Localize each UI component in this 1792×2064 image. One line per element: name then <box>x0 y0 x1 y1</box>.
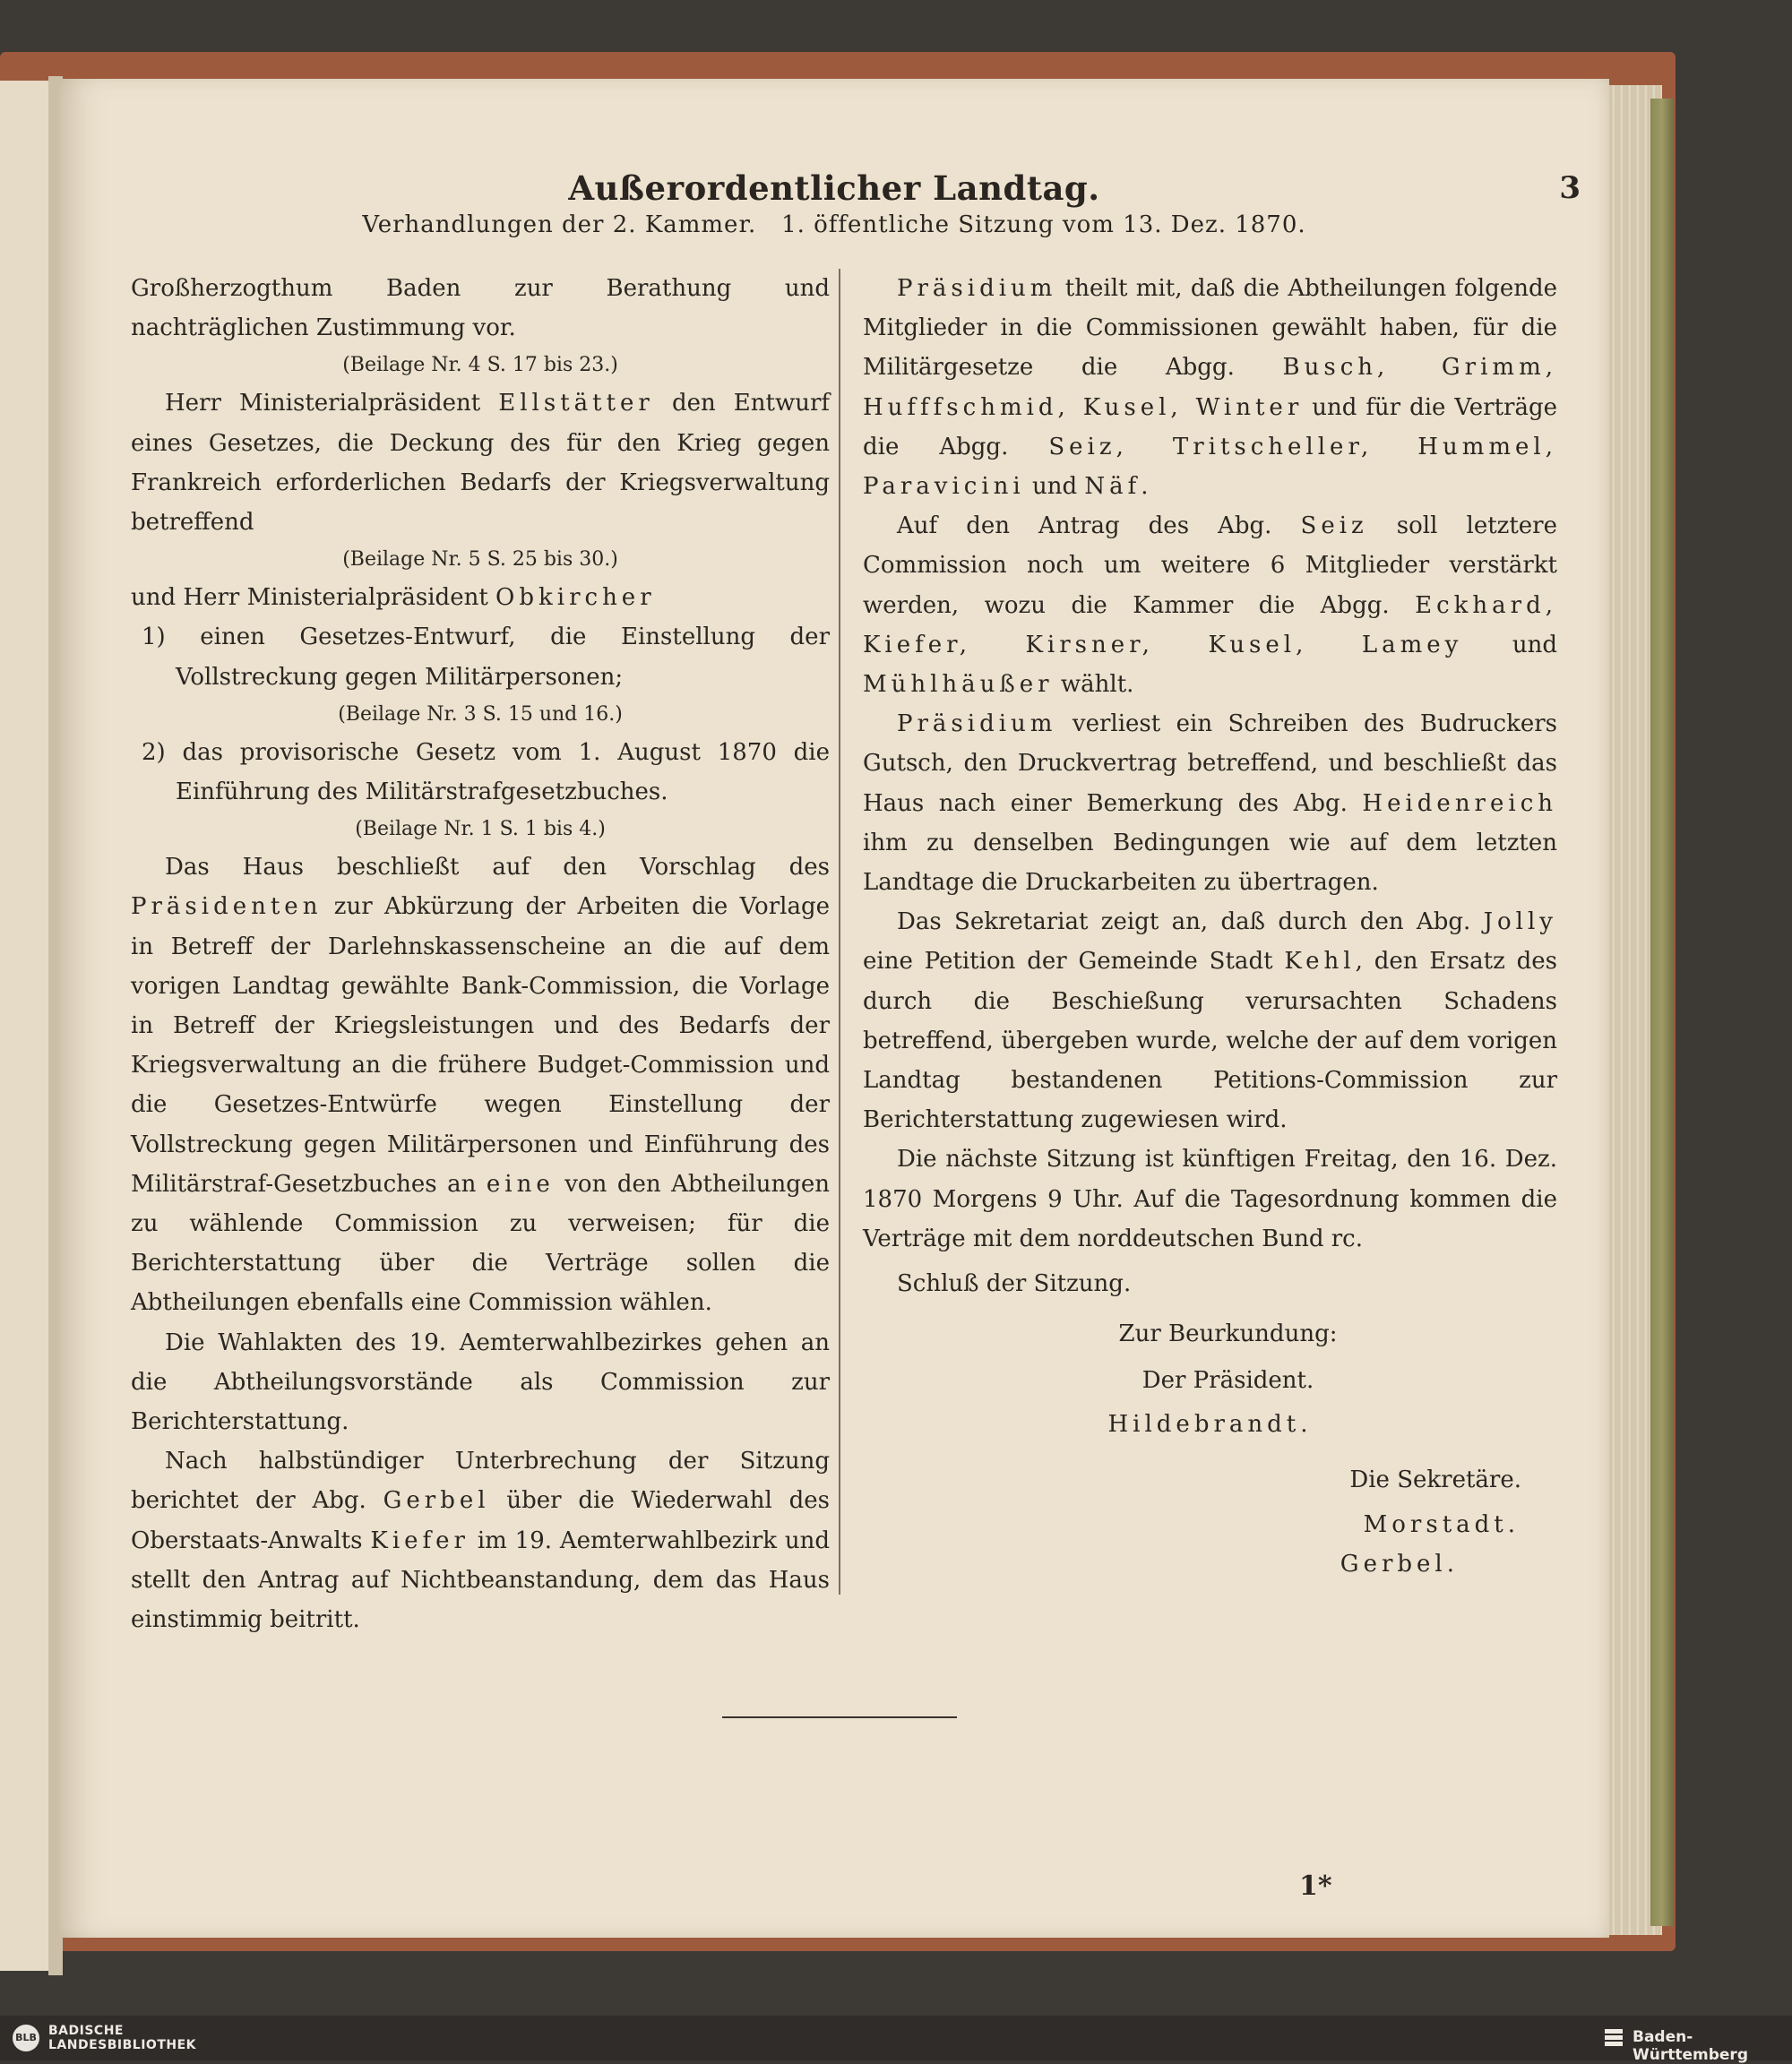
text: von den Abtheilungen zu wählende Commission zu verweisen; für die Berichterstattung über die Verträge sollen die Abtheilungen ebenfalls eine Commission wählen. <box>131 1170 830 1317</box>
paragraph <box>863 902 1557 1140</box>
president-label: Der Präsident. <box>1142 1367 1314 1395</box>
person-name: Obkircher <box>495 584 656 612</box>
text: . <box>1141 473 1149 501</box>
text: über die Wiederwahl des Oberstaats-Anwalts <box>131 1487 830 1554</box>
paragraph: Schluß der Sitzung. <box>897 1270 1132 1298</box>
text: den Entwurf eines Gesetzes, die Deckung des für den Krieg gegen Frankreich erforderlichen Bedarfs der Kriegsverwaltung betreffend <box>131 390 831 537</box>
person-name: Heidenreich <box>1362 789 1557 817</box>
supplement-reference: (Beilage Nr. 3 S. 15 und 16.) <box>338 702 623 726</box>
certification-heading: Zur Beurkundung: <box>1118 1320 1338 1348</box>
person-names: Seiz, Tritscheller, Hummel, Paravicini <box>863 433 1557 501</box>
text: Herr Ministerialpräsident <box>165 390 499 417</box>
person-names: Eckhard, Kiefer, Kirsner, Kusel, Lamey <box>863 591 1557 658</box>
paragraph <box>863 704 1557 902</box>
viewer-footer-bar <box>0 2016 1792 2064</box>
text: Das Sekretariat zeigt an, daß durch den Abg. <box>897 908 1484 936</box>
text: Das Haus beschließt auf den Vorschlag des <box>165 854 830 882</box>
text: im 19. Aemterwahlbezirk und stellt den Antrag auf Nichtbeanstandung, dem das Haus einstimmig beitritt. <box>131 1526 830 1634</box>
text: , den Ersatz des durch die Beschießung verursachten Schadens betreffend, übergeben wurde, welche der auf dem vorigen Landtag bestandenen Petitions-Commission zur Berichterstattung zugewiesen wird. <box>863 948 1557 1134</box>
paragraph <box>131 578 830 617</box>
left-page-edge <box>0 81 54 1971</box>
text: theilt mit, daß die Abtheilungen folgende Mitglieder in die Commissionen gewählt haben, für die Militärgesetze die Abgg. <box>863 275 1557 382</box>
paragraph <box>863 269 1557 506</box>
paragraph: Großherzogthum Baden zur Berathung und nachträglichen Zustimmung vor. <box>131 275 830 342</box>
emphasis: eine <box>486 1170 555 1198</box>
person-name: Mühlhäußer <box>863 671 1054 699</box>
column-divider <box>839 269 840 1595</box>
printer-signature-mark: 1* <box>1299 1870 1332 1902</box>
text: verliest ein Schreiben des Budruckers Gutsch, den Druckvertrag betreffend, und beschließt das Haus nach einer Bemerkung des Abg. <box>863 710 1557 817</box>
supplement-reference: (Beilage Nr. 1 S. 1 bis 4.) <box>355 818 606 841</box>
left-column <box>131 269 830 1639</box>
secretary-signature: Gerbel. <box>1340 1551 1459 1578</box>
text: und <box>1462 631 1557 658</box>
page-title: Außerordentlicher Landtag. <box>568 168 1100 208</box>
paragraph <box>863 506 1557 704</box>
person-name: Näf <box>1084 473 1142 501</box>
right-column <box>863 269 1557 1585</box>
person-names: Busch, Grimm, Hufffschmid, Kusel, Winter <box>863 354 1557 421</box>
secretary-signature: Morstadt. <box>1363 1511 1520 1539</box>
page-subtitle: Verhandlungen der 2. Kammer. 1. öffentliche Sitzung vom 13. Dez. 1870. <box>362 211 1306 238</box>
book-edge-binding <box>1650 99 1674 1926</box>
person-name: Ellstätter <box>498 390 654 417</box>
state-label[interactable]: Baden-Württemberg <box>1633 2028 1748 2064</box>
text: eine Petition der Gemeinde Stadt <box>863 948 1285 976</box>
person-name: Kiefer <box>370 1526 470 1554</box>
text: und <box>1024 473 1085 501</box>
page-number: 3 <box>1559 170 1581 206</box>
paragraph <box>131 383 830 542</box>
secretaries-label: Die Sekretäre. <box>1349 1466 1521 1493</box>
emphasis: Präsidenten <box>131 893 323 921</box>
paragraph <box>131 847 830 1322</box>
text: wählt. <box>1053 671 1134 699</box>
list-item: 1) einen Gesetzes-Entwurf, die Einstellung der Vollstreckung gegen Militärpersonen; <box>142 624 830 691</box>
text: soll letztere Commission noch um weitere 6 Mitglieder verstärkt werden, wozu die Kammer die Abgg. <box>863 512 1557 619</box>
text: zur Abkürzung der Arbeiten die Vorlage in Betreff der Darlehnskassenscheine an die auf dem vorigen Landtag gewählte Bank-Commission, die Vorlage in Betreff der Kriegsleistungen und des Bedarfs der Kriegsverwaltung an die frühere Budget-Commission und die Gesetzes-Entwürfe wegen Einstellung der Vollstreckung gegen Militärpersonen und Einführung des Militärstraf-Gesetzbuches an <box>131 893 830 1198</box>
document-page <box>59 79 1609 1938</box>
president-signature: Hildebrandt. <box>1107 1410 1313 1438</box>
paragraph: Die Wahlakten des 19. Aemterwahlbezirkes gehen an die Abtheilungsvorstände als Commission zur Berichterstattung. <box>131 1329 830 1436</box>
place-name: Kehl <box>1284 948 1356 976</box>
list-item: 2) das provisorische Gesetz vom 1. August 1870 die Einführung des Militärstrafgesetzbuches. <box>142 738 830 806</box>
baden-wuerttemberg-crest-icon[interactable] <box>1602 2026 1625 2050</box>
text: und Herr Ministerialpräsident <box>131 584 496 612</box>
emphasis: Präsidium <box>897 275 1057 302</box>
library-name[interactable] <box>48 2024 196 2052</box>
emphasis: Präsidium <box>897 710 1057 738</box>
text: Nach halbstündiger Unterbrechung der Sitzung berichtet der Abg. <box>131 1448 830 1515</box>
bottom-rule <box>722 1716 957 1718</box>
library-name-line2: LANDESBIBLIOTHEK <box>48 2038 197 2052</box>
paragraph: Die nächste Sitzung ist künftigen Freitag, den 16. Dez. 1870 Morgens 9 Uhr. Auf die Tagesordnung kommen die Verträge mit dem norddeutschen Bund rc. <box>863 1146 1557 1252</box>
text: Auf den Antrag des Abg. <box>897 512 1301 540</box>
paragraph <box>131 1441 830 1639</box>
person-name: Gerbel <box>383 1487 490 1515</box>
text: ihm zu denselben Bedingungen wie auf dem letzten Landtage die Druckarbeiten zu übertragen. <box>863 829 1557 897</box>
text: und für die Verträge die Abgg. <box>863 393 1558 460</box>
person-name: Jolly <box>1483 908 1557 936</box>
person-name: Seiz <box>1300 512 1368 540</box>
supplement-reference: (Beilage Nr. 5 S. 25 bis 30.) <box>342 548 618 572</box>
blb-logo-icon[interactable]: BLB <box>13 2025 39 2051</box>
library-name-line1: BADISCHE <box>48 2024 124 2038</box>
supplement-reference: (Beilage Nr. 4 S. 17 bis 23.) <box>342 354 618 377</box>
